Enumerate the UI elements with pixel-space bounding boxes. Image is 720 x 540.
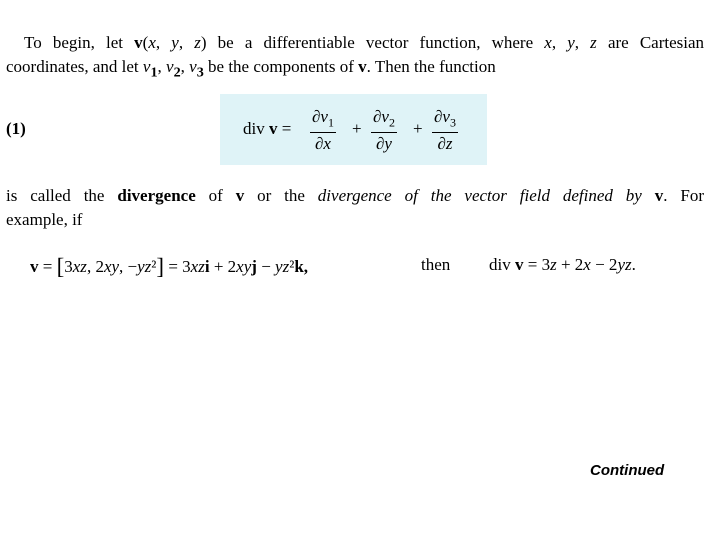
intro-paragraph bbox=[6, 31, 704, 84]
intro-line-2: coordinates, and let $v_1$, $v_2$, $v_3$ be the components of v. Then the function bbox=[6, 57, 496, 81]
example-vector-definition: v = [3xz, 2xy, −yz²] = 3xzi + 2xyj − yz²k, bbox=[30, 254, 309, 279]
intro-line-1: To begin, let v(x, y, z) be a differentiable vector function, where x, y, z are Cartesian bbox=[24, 33, 705, 52]
equation-number: (1) bbox=[6, 119, 26, 138]
continued-label: Continued bbox=[590, 462, 665, 479]
plus-sign: + bbox=[413, 119, 423, 138]
example-then: then bbox=[421, 255, 451, 274]
fraction-dv2-dy: $\partial v_2$ ∂y bbox=[373, 107, 395, 154]
equation-box bbox=[220, 94, 487, 165]
example-result: div v = 3z + 2x − 2yz. bbox=[489, 255, 636, 274]
plus-sign: + bbox=[352, 119, 362, 138]
divergence-line-1: is called the divergence of v or the divergence of the vector field defined by v. For bbox=[6, 186, 704, 205]
divergence-line-2: example, if bbox=[6, 210, 83, 229]
equation-lhs: div v = bbox=[243, 119, 292, 138]
divergence-paragraph bbox=[6, 184, 704, 232]
fraction-dv1-dx: $\partial v_1$ ∂x bbox=[312, 107, 334, 154]
fraction-dv3-dz: $\partial v_3$ ∂z bbox=[434, 107, 456, 154]
